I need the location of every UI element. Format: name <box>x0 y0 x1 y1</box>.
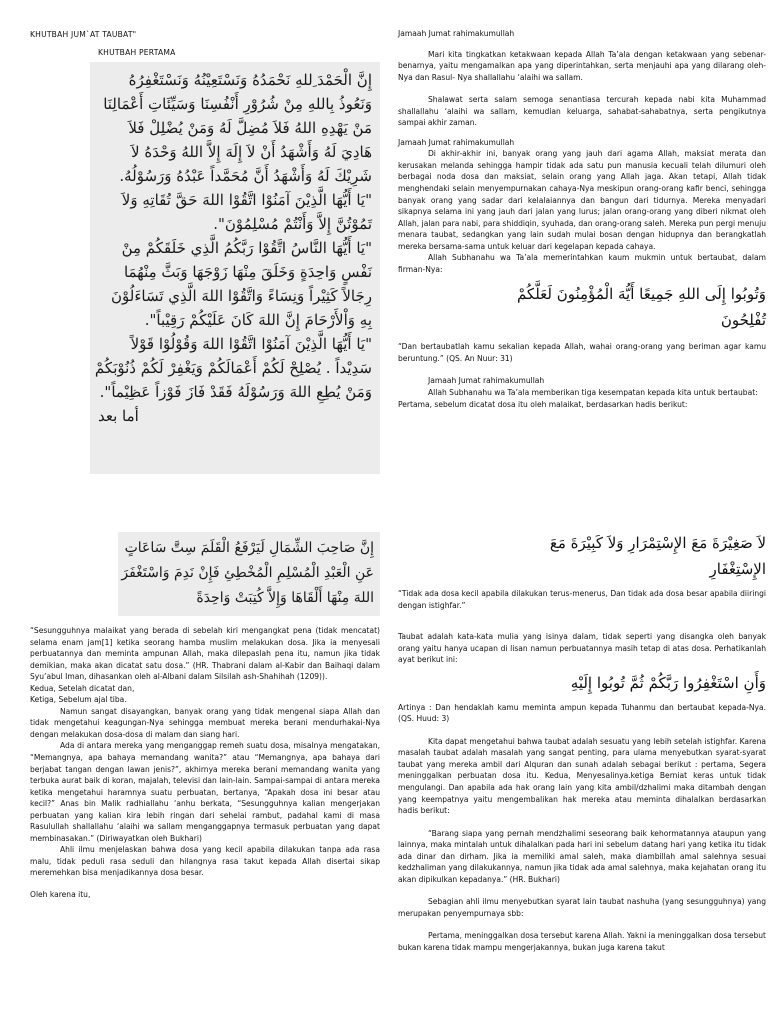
verse-translation: Artinya : Dan hendaklah kamu meminta ampun kepada Tuhanmu dan bertaubat kepada-Nya. (QS. Huud: 3) <box>398 702 766 724</box>
paragraph: Taubat adalah kata-kata mulia yang isinya dalam, tidak seperti yang disangka oleh banyak orang yaitu hanya ucapan di lisan namun perbuatannya masih tetap di atas dosa. Perhatikanlah ayat berikut ini: <box>398 632 766 665</box>
arabic-line: عَنِ الْعَبْدِ الْمُسْلِمِ الْمُخْطِئِ فَإِنْ نَدِمَ وَاسْتَغْفَرَ <box>121 565 374 581</box>
verse-translation: “Dan bertaubatlah kamu sekalian kepada Allah, wahai orang-orang yang beriman agar kamu beruntung.” (QS. An Nuur: 31) <box>398 342 766 363</box>
top-right-column <box>398 28 766 410</box>
arabic-line: مَنْ يَهْدِهِ اللهُ فَلاَ مُضِلَّ لَهُ وَمَنْ يُضْلِلْ فَلاَ <box>128 119 372 137</box>
arabic-saying-line: لاَ صَغِيْرَةَ مَعَ الإِسْتِمْرَارِ وَلاَ كَبِيْرَةَ مَعَ <box>549 534 766 552</box>
arabic-line: هَادِيَ لَهُ وَأَشْهَدُ أَنْ لاَ إِلَهَ إِلاَّ اللهُ وَحْدَهُ لاَ <box>131 143 372 161</box>
arabic-line: إِنَّ الْحَمْدَ ِللهِ نَحْمَدُهُ وَنَسْتَعِيْنُهُ وَنَسْتَغْفِرُهُ <box>128 71 372 89</box>
hadith-translation: “Sesungguhnya malaikat yang berada di sebelah kiri mengangkat pena (tidak mencatat) selama enam jam[1] ketika seorang hamba muslim melakukan dosa. Jika ia menyesali perbuatannya dan meminta ampunan Allah, maka dilepaslah pena itu, namun jika tidak demikian, maka akan dicatat satu dosa.” (HR. Thabrani dalam al-Kabir dan Baihaqi dalam Syu’abul Iman, dihasankan oleh al-Albani dalam Silsilah ash-Shahihah (1209)). <box>30 626 380 682</box>
paragraph: Allah Subhanahu wa Ta’ala memberikan tiga kesempatan kepada kita untuk bertaubat: <box>428 388 758 398</box>
paragraph: Pertama, meninggalkan dosa tersebut karena Allah. Yakni ia meninggalkan dosa tersebut bukan karena tidak mampu mengerjakannya, bukan juga karena takut <box>398 931 766 953</box>
greeting: Jamaah Jumat rahimakumullah <box>398 137 515 147</box>
hadith-quote: “Barang siapa yang pernah mendzhalimi seseorang baik kehormatannya ataupun yang lainnya, maka mintalah untuk dihalalkan pada hari ini sebelum datang hari yang ketika itu tidak ada dinar dan dirham. Jika ia memiliki amal saleh, maka diambillah amal salehnya sesuai kedzhaliman yang dilakukannya, namun jika tidak ada amal salehnya, maka kejahatan orang itu akan dipikulkan kepadanya.” (HR. Bukhari) <box>398 828 766 884</box>
paragraph: Kita dapat mengetahui bahwa taubat adalah sesuatu yang lebih setelah istighfar. Karena masalah taubat adalah masalah yang sangat penting, para ulama menyebutkan syarat-syarat taubat yang mereka ambil dari Alquran dan sunah adalah sebagai berikut : pertama, Segera meninggalkan perbuatan dosa itu. Kedua, Menyesalinya.ketiga Berniat keras untuk tidak mengulangi. Dan apabila ada hak orang lain yang kita ambil/dzhalimi maka ditambah dengan yang keempatnya yaitu mengembalikan hak mereka atau meminta dihalalkan berdasarkan hadis berikut: <box>398 736 766 816</box>
arabic-line: إِنَّ صَاحِبَ الشِّمَالِ لَيَرْفَعُ الْقَلَمَ سِتَّ سَاعَاتٍ <box>124 540 374 556</box>
arabic-line: تَمُوْتُنَّ إِلاَّ وَأَنْتُمْ مُسْلِمُوْنَ". <box>213 215 372 233</box>
quran-verse-line: وَتُوبُوا إِلَى اللهِ جَمِيعًا أَيُّهَ الْمُؤْمِنُونَ لَعَلَّكُمْ <box>516 285 766 304</box>
paragraph: Ahli ilmu menjelaskan bahwa dosa yang kecil apabila dilakukan tanpa ada rasa malu, tidak peduli rasa seduli dan hilangnya rasa takut kepada Allah disertai sikap meremehkan bisa menjadikannya dosa besar. <box>30 845 380 878</box>
arabic-line: وَمَنْ يُطِعِ اللهَ وَرَسُوْلَهُ فَقَدْ فَازَ فَوْزاً عَظِيْماً". <box>99 383 372 401</box>
quran-verse-line: وَأَنِ اسْتَغْفِرُوا رَبَّكُمْ ثُمَّ تُوبُوا إِلَيْهِ <box>570 673 766 692</box>
greeting: Jamaah Jumat rahimakumullah <box>398 29 515 38</box>
document-title: KHUTBAH JUM`AT TAUBAT" <box>30 30 137 39</box>
paragraph: Kedua, Setelah dicatat dan, <box>30 683 135 693</box>
paragraph: Ada di antara mereka yang menganggap remeh suatu dosa, misalnya mengatakan, “Memangnya, apa bahaya memandang wanita?” atau “Memangnya, apa bahaya dari berjabat tangan dengan lawan jenis?”, akhirnya mereka berani memandang wanita yang terbuka aurat baik di koran, majalah, televisi dan lain-lain. Sampai-sampai di antara mereka ketika mengetahui haramnya suatu perbuatan, bertanya, “Apakah dosa ini besar atau kecil?” Anas bin Malik radhiallahu ‘anhu berkata, “Sesungguhnya kalian mengerjakan perbuatan yang kalian kira lebih ringan dari sehelai rambut, padahal kami di masa Rasulullah shallallahu ‘alaihi wa sallam menganggapnya termasuk perbuatan yang dapat membinasakan.” (Diriwayatkan oleh Bukhari) <box>30 741 380 843</box>
quran-verse-line: تُفْلِحُونَ <box>720 311 766 330</box>
paragraph: Namun sangat disayangkan, banyak orang yang tidak mengenal siapa Allah dan tidak mengetahui keagungan-Nya sehingga membuat mereka berani mendurhakai-Nya dengan melakukan dosa-dosa di malam dan siang hari. <box>30 706 380 739</box>
arabic-line: نَفْسٍ وَاحِدَةٍ وَخَلَقَ مِنْهَا زَوْجَهَا وَبَثَّ مِنْهُمَا <box>123 263 372 281</box>
paragraph: Sebagian ahli ilmu menyebutkan syarat lain taubat nashuha (yang sesungguhnya) yang merupakan penyempurnaya sbb: <box>398 897 766 918</box>
arabic-line: بِهِ وَاْلأَرْحَامَ إِنَّ اللهَ كَانَ عَلَيْكُمْ رَقِيْباً". <box>144 311 372 329</box>
saying-translation: “Tidak ada dosa kecil apabila dilakukan terus-menerus, Dan tidak ada dosa besar apabila diiringi dengan istighfar.” <box>398 589 766 610</box>
arabic-opening-panel <box>90 62 380 474</box>
section-heading: KHUTBAH PERTAMA <box>98 48 176 57</box>
paragraph: Shalawat serta salam semoga senantiasa tercurah kepada nabi kita Muhammad shallallahu ‘alaihi wa sallam, kemudian keluarga, sahabat-sahabatnya, serta pengikutnya sampai akhir zaman. <box>398 95 766 128</box>
paragraph: Ketiga, Sebelum ajal tiba. <box>30 695 127 705</box>
greeting: Jamaah Jumat rahimakumullah <box>428 376 545 386</box>
arabic-line: رِجَالاً كَثِيْراً وَنِسَاءً وَاتَّقُوْا اللهَ الَّذِي تَسَاءَلُوْنَ <box>110 287 372 305</box>
arabic-line: اللهَ مِنْهَا أَلْقَاهَا وَإِلاَّ كُتِبَتْ وَاحِدَةً <box>196 590 374 606</box>
arabic-line: "يَا أَيُّهَا النَّاسُ اتَّقُوْا رَبَّكُمُ الَّذِي خَلَقَكُمْ مِنْ <box>121 239 372 257</box>
paragraph: Di akhir-akhir ini, banyak orang yang jauh dari agama Allah, maksiat merata dan kerusakan melanda sehingga hampir tidak ada satu pun manusia kecuali telah dilumuri oleh berbagai noda dosa dan maksiat, selain orang yang Allah jaga. Akan tetapi, Allah tidak menghendaki selain menyempurnakan cahaya-Nya meskipun orang-orang kafir benci, sehingga banyak orang yang sadar dari kelalaiannya dan bangun dari tidurnya. Mereka menyadari sikapnya selama ini yang jauh dari jalan yang lurus; jalan orang-orang yang diberi nikmat oleh Allah, jalan para nabi, para shiddiqin, syuhada, dan orang-orang saleh. Mereka pun pergi menuju menara taubat, sedangkan yang lain sudah mulai bosan dengan hidupnya dan berangkatlah mereka bersama-sama untuk keluar dari kegelapan kepada cahaya. <box>398 149 766 251</box>
arabic-line: سَدِيْداً . يُصْلِحْ لَكُمْ أَعْمَالَكُمْ وَيَغْفِرْ لَكُمْ ذُنُوْبَكُمْ <box>94 359 372 377</box>
arabic-line: شَرِيْكَ لَهُ وَأَشْهَدُ أَنَّ مُحَمَّداً عَبْدُهُ وَرَسُوْلُهُ. <box>119 167 372 185</box>
arabic-line: "يَا أَيُّهَا الَّذِيْنَ آمَنُوْا اتَّقُوْا اللهَ حَقَّ تُقَاتِهِ وَلاَ <box>121 191 372 209</box>
arabic-saying-line: الإِسْتِغْفَارِ <box>709 560 766 578</box>
paragraph: Oleh karena itu, <box>30 890 91 900</box>
bottom-left-column <box>30 625 380 901</box>
arabic-line: "يَا أَيُّهَا الَّذِيْنَ آمَنُوْا اتَّقُوْا اللهَ وَقُوْلُوْا قَوْلاً <box>130 335 372 353</box>
paragraph: Pertama, sebelum dicatat dosa itu oleh malaikat, berdasarkan hadis berikut: <box>398 399 688 409</box>
bottom-right-column <box>398 530 766 954</box>
arabic-line: أما بعد <box>98 407 139 425</box>
paragraph: Mari kita tingkatkan ketakwaan kepada Allah Ta’ala dengan ketakwaan yang sebenar-benarnya, yaitu mengamalkan apa yang diperintahkan, serta menjauhi apa yang dilarang oleh-Nya dan Rasul- Nya shallallahu ‘alaihi wa sallam. <box>398 49 766 82</box>
arabic-line: وَنَعُوذُ بِاللهِ مِنْ شُرُوْرِ أَنْفُسِنَا وَسَيِّئَاتِ أَعْمَالِنَا <box>103 95 372 113</box>
hadith-arabic-panel <box>118 532 380 616</box>
paragraph: Allah Subhanahu wa Ta’ala memerintahkan kaum mukmin untuk bertaubat, dalam firman-Nya: <box>398 253 766 274</box>
